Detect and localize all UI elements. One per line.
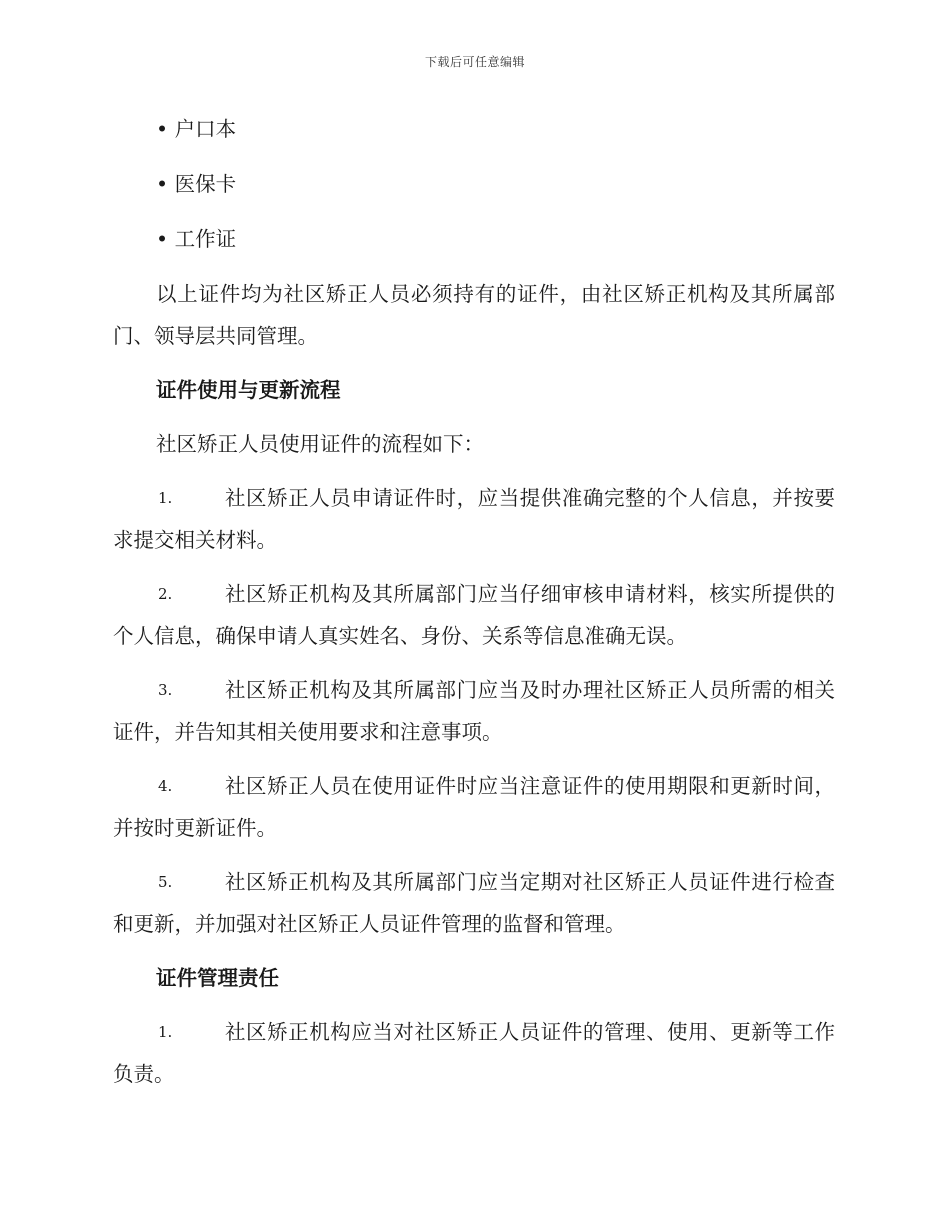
item-text: 社区矫正机构应当对社区矫正人员证件的管理、使用、更新等工作负责。 [113,1020,835,1086]
section-heading: 证件使用与更新流程 [156,378,341,402]
document-body [113,108,835,1107]
numbered-item [113,477,835,561]
item-text: 社区矫正机构及其所属部门应当及时办理社区矫正人员所需的相关证件，并告知其相关使用要求和注意事项。 [113,678,835,744]
page-header-note: 下载后可任意编辑 [424,55,525,69]
bullet-item: • 工作证 [156,227,237,251]
item-number: 1. [158,489,173,507]
item-number: 2. [158,585,173,603]
item-text: 社区矫正人员在使用证件时应当注意证件的使用期限和更新时间，并按时更新证件。 [113,774,835,840]
numbered-item [113,573,835,657]
intro-paragraph: 以上证件均为社区矫正人员必须持有的证件，由社区矫正机构及其所属部门、领导层共同管理。 [113,282,835,348]
item-number: 1. [158,1023,173,1041]
numbered-item [113,1011,835,1095]
numbered-item [113,861,835,945]
item-number: 3. [158,681,173,699]
bullet-item: • 医保卡 [156,172,237,196]
bullet-item: • 户口本 [156,117,237,141]
item-text: 社区矫正人员申请证件时，应当提供准确完整的个人信息，并按要求提交相关材料。 [113,486,835,552]
numbered-item [113,765,835,849]
item-text: 社区矫正机构及其所属部门应当仔细审核申请材料，核实所提供的个人信息，确保申请人真实姓名、身份、关系等信息准确无误。 [113,582,835,648]
section-heading: 证件管理责任 [156,966,279,990]
numbered-item [113,669,835,753]
item-text: 社区矫正机构及其所属部门应当定期对社区矫正人员证件进行检查和更新，并加强对社区矫正人员证件管理的监督和管理。 [113,870,835,936]
item-number: 4. [158,777,173,795]
item-number: 5. [158,873,173,891]
section-lead: 社区矫正人员使用证件的流程如下： [156,432,484,456]
